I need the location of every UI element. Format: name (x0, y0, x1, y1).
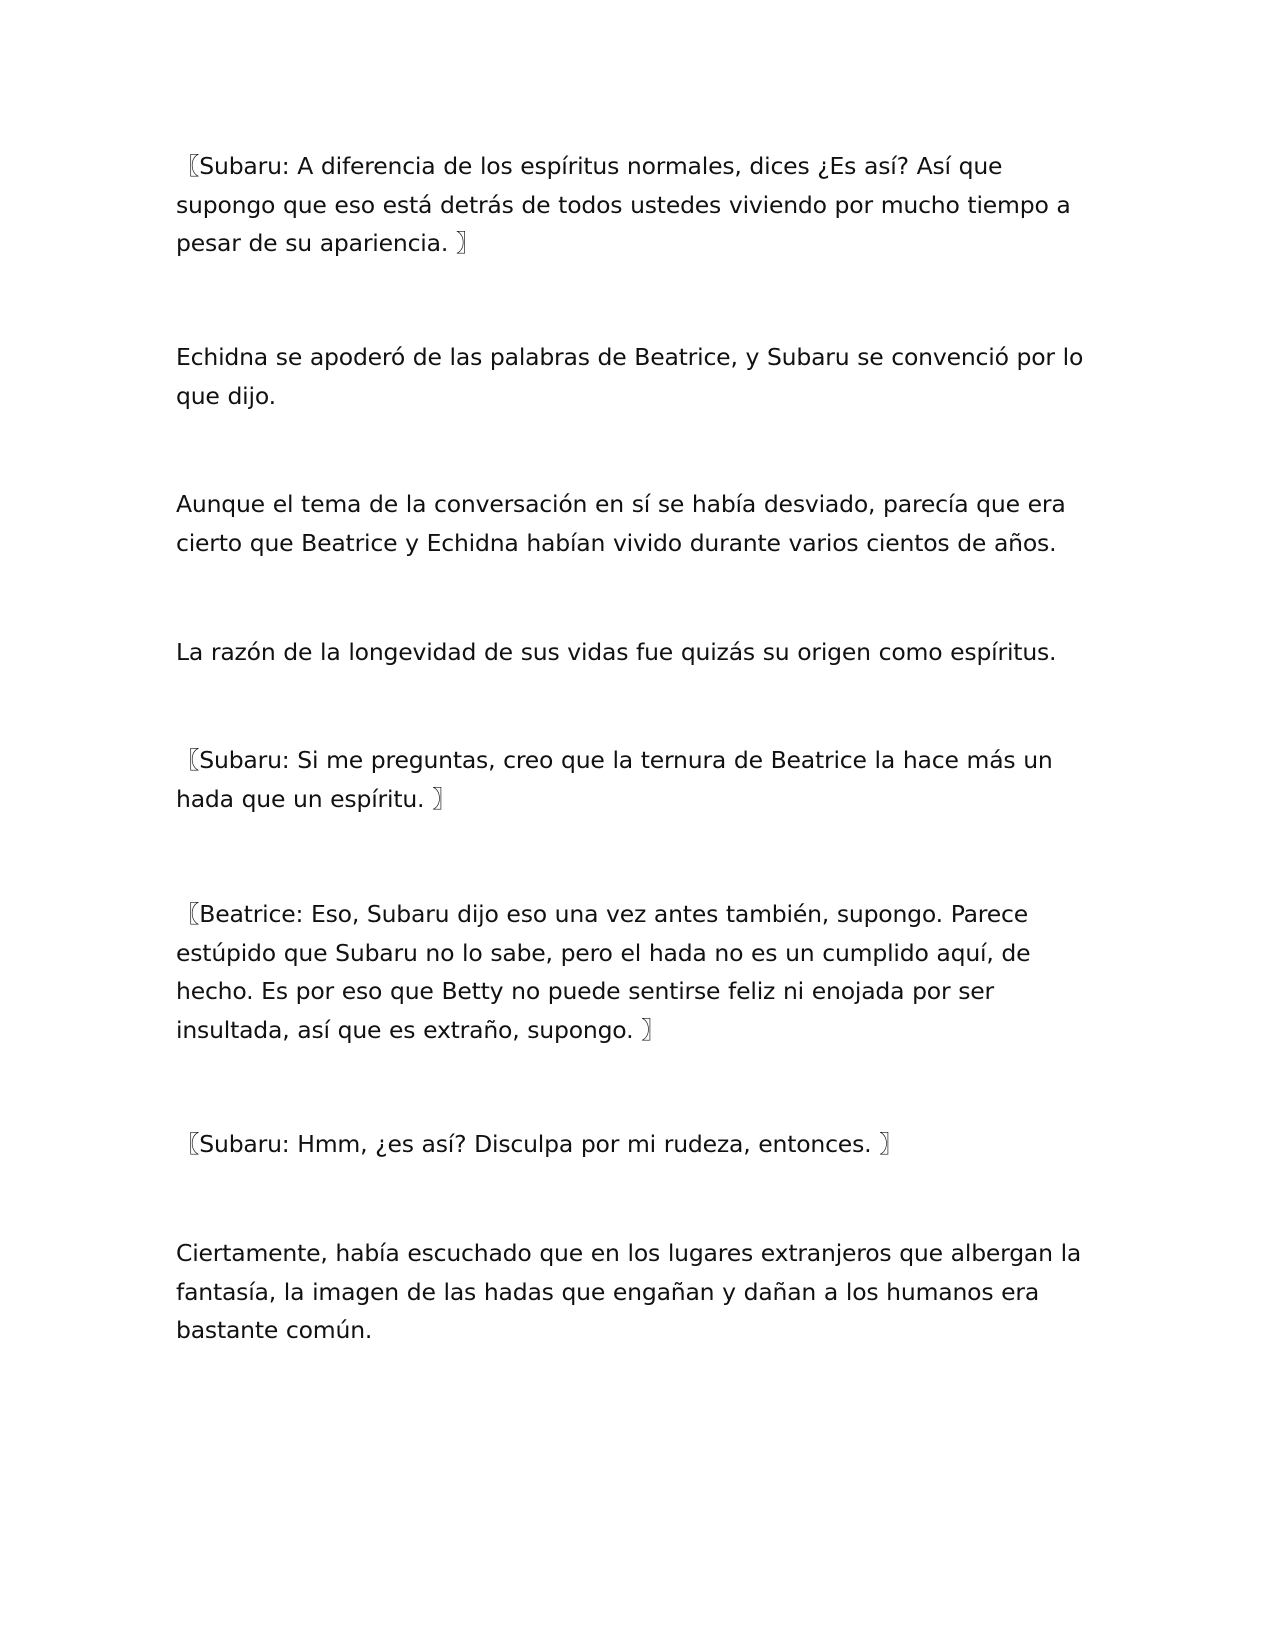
dialogue-paragraph-subaru-1: 〖Subaru: A diferencia de los espíritus normales, dices ¿Es así? Así que supongo que eso está detrás de todos ustedes viviendo por mucho tiempo a pesar de su apariencia. 〗 (176, 152, 1071, 257)
dialogue-paragraph-subaru-3: 〖Subaru: Hmm, ¿es así? Disculpa por mi rudeza, entonces. 〗 (176, 1130, 903, 1158)
narration-paragraph-1: Echidna se apoderó de las palabras de Beatrice, y Subaru se convenció por lo que dijo. (176, 343, 1084, 410)
narration-paragraph-4: Ciertamente, había escuchado que en los lugares extranjeros que albergan la fantasía, la imagen de las hadas que engañan y dañan a los humanos era bastante común. (176, 1239, 1082, 1344)
narration-paragraph-2: Aunque el tema de la conversación en sí se había desviado, parecía que era cierto que Beatrice y Echidna habían vivido durante varios cientos de años. (176, 490, 1066, 557)
dialogue-paragraph-beatrice: 〖Beatrice: Eso, Subaru dijo eso una vez antes también, supongo. Parece estúpido que Subaru no lo sabe, pero el hada no es un cumplido aquí, de hecho. Es por eso que Betty no puede sentirse feliz ni enojada por ser insultada, así que es extraño, supongo. 〗 (176, 900, 1031, 1044)
narration-paragraph-3: La razón de la longevidad de sus vidas fue quizás su origen como espíritus. (176, 638, 1057, 666)
dialogue-paragraph-subaru-2: 〖Subaru: Si me preguntas, creo que la ternura de Beatrice la hace más un hada que un espíritu. 〗 (176, 746, 1053, 813)
